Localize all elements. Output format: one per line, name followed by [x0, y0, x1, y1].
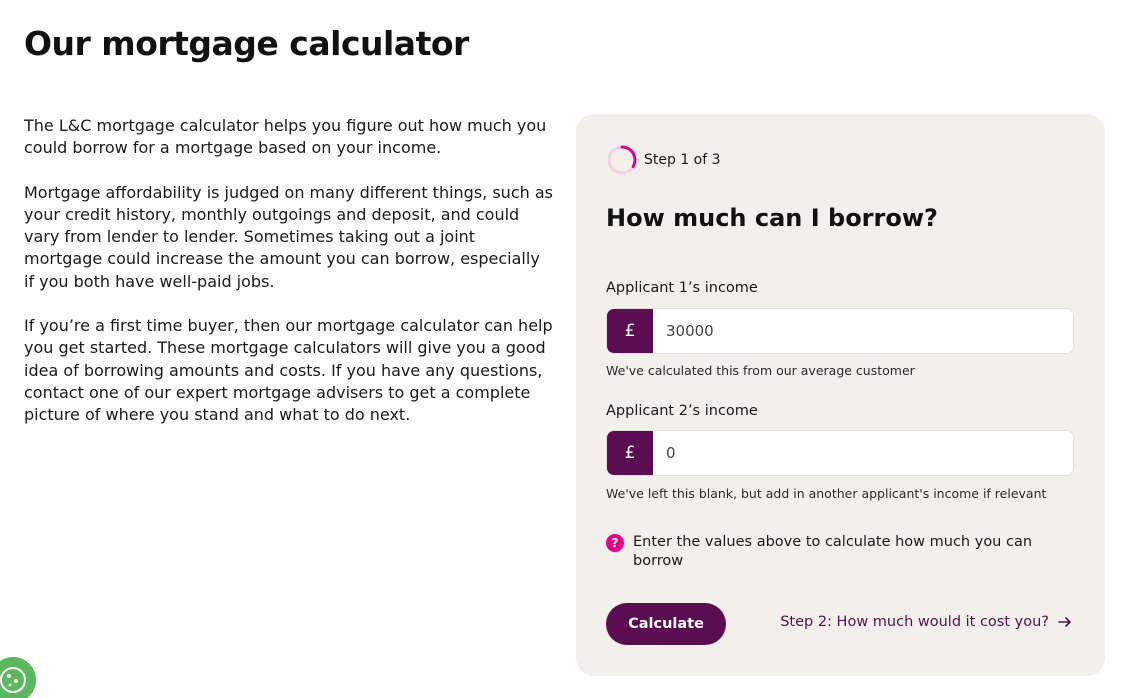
applicant1-income-group	[606, 308, 1074, 354]
calculate-button[interactable]: Calculate	[606, 603, 726, 645]
calculate-info-text: Enter the values above to calculate how much you can borrow	[633, 534, 1033, 569]
intro-paragraph: The L&C mortgage calculator helps you figure out how much you could borrow for a mortgage based on your income.	[24, 116, 547, 158]
applicant2-income-hint: We've left this blank, but add in another applicant's income if relevant	[606, 486, 1047, 501]
question-mark-icon[interactable]: ?	[606, 534, 624, 552]
applicant1-income-input[interactable]	[653, 309, 1073, 353]
next-step-link[interactable]	[780, 614, 1073, 630]
intro-paragraph: If you’re a first time buyer, then our mortgage calculator can help you get started. These mortgage calculators will give you a good idea of borrowing amounts and costs. If you have any questions, contact one of our expert mortgage advisers to get a complete picture of where you stand and what to do next.	[24, 316, 553, 425]
pound-icon: £	[607, 431, 653, 475]
applicant1-income-label: Applicant 1’s income	[606, 280, 758, 296]
calculator-panel	[576, 114, 1105, 676]
intro-text	[24, 115, 554, 449]
step-label: Step 1 of 3	[644, 152, 721, 168]
cookie-icon	[0, 663, 30, 697]
calculator-heading: How much can I borrow?	[606, 204, 938, 232]
applicant2-income-label: Applicant 2’s income	[606, 403, 758, 419]
calculate-info	[606, 533, 1066, 571]
progress-ring-icon	[606, 144, 638, 176]
cookie-settings-button[interactable]	[0, 655, 38, 698]
applicant1-income-hint: We've calculated this from our average customer	[606, 363, 915, 378]
applicant2-income-group	[606, 430, 1074, 476]
pound-icon: £	[607, 309, 653, 353]
page-title: Our mortgage calculator	[24, 24, 469, 63]
step-indicator	[606, 144, 721, 176]
arrow-right-icon	[1057, 614, 1073, 630]
next-step-label: Step 2: How much would it cost you?	[780, 614, 1049, 630]
intro-paragraph: Mortgage affordability is judged on many different things, such as your credit history, monthly outgoings and deposit, and could vary from lender to lender. Sometimes taking out a joint mortgage could increase the amount you can borrow, especially if you both have well-paid jobs.	[24, 182, 553, 291]
applicant2-income-input[interactable]	[653, 431, 1073, 475]
